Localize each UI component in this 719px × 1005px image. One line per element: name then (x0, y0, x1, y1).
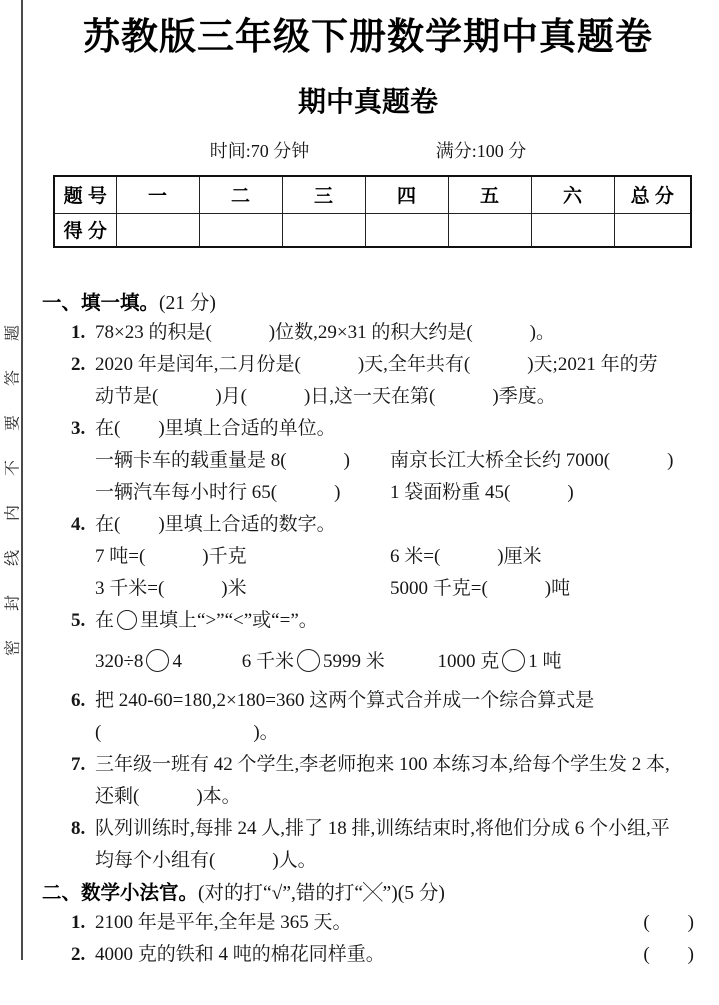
question-4-item-meters: 6 米=( )厘米 (390, 546, 542, 567)
question-2-line-1: 2020 年是闰年,二月份是( )天,全年共有( )天;2021 年的劳 (95, 354, 658, 375)
score-blank-cell (199, 213, 282, 247)
question-8-number: 8. (71, 818, 86, 839)
judge-item-2-number: 2. (71, 944, 86, 965)
question-2-line-2: 动节是( )月( )日,这一天在第( )季度。 (95, 386, 556, 407)
exam-meta (42, 140, 694, 162)
question-5-item-3-left: 1000 克 (437, 651, 500, 672)
question-5-text-post: 里填上“>”“<”或“=”。 (140, 610, 318, 631)
question-7 (42, 749, 694, 813)
question-5-items (42, 642, 694, 682)
question-6-number: 6. (71, 690, 86, 711)
question-4-text: 在( )里填上合适的数字。 (95, 514, 336, 535)
judge-item-1-number: 1. (71, 912, 86, 933)
exam-subtitle: 期中真题卷 (297, 86, 438, 117)
judge-item-1 (42, 907, 694, 939)
exam-content (42, 14, 694, 971)
question-6-line-2: ( )。 (95, 722, 279, 743)
score-blank-cell (365, 213, 448, 247)
score-table-score-row (54, 213, 691, 247)
question-5-item-1-right: 4 (172, 651, 182, 672)
question-3-row-2 (42, 477, 694, 509)
score-table-cell-1: 一 (116, 176, 199, 213)
question-6-line-1: 把 240-60=180,2×180=360 这两个算式合并成一个综合算式是 (95, 690, 595, 711)
score-blank-cell (531, 213, 614, 247)
question-1 (42, 317, 694, 349)
question-4 (42, 509, 694, 541)
question-1-number: 1. (71, 322, 86, 343)
judge-item-2 (42, 939, 694, 971)
score-table-cell-total: 总 分 (614, 176, 691, 213)
score-table-cell-4: 四 (365, 176, 448, 213)
judge-item-1-text: 2100 年是平年,全年是 365 天。 (95, 912, 352, 933)
score-blank-cell (282, 213, 365, 247)
section-1-header (42, 290, 694, 317)
question-3-number: 3. (71, 418, 86, 439)
judge-item-2-text: 4000 克的铁和 4 吨的棉花同样重。 (95, 944, 385, 965)
question-4-item-km: 3 千米=( )米 (95, 578, 247, 599)
score-blank-cell (448, 213, 531, 247)
question-1-text: 78×23 的积是( )位数,29×31 的积大约是( )。 (95, 322, 555, 343)
full-score-label: 满分:100 分 (435, 141, 527, 161)
question-4-number: 4. (71, 514, 86, 535)
question-5 (42, 605, 694, 637)
question-5-item-2 (242, 642, 433, 682)
score-blank-cell (614, 213, 691, 247)
question-8-line-2: 均每个小组有( )人。 (95, 850, 317, 871)
judge-item-1-answer-blank: ( ) (643, 912, 694, 933)
question-3-item-truck: 一辆卡车的载重量是 8( ) (95, 450, 350, 471)
section-2-header (42, 880, 694, 907)
score-table-cell-5: 五 (448, 176, 531, 213)
question-2-number: 2. (71, 354, 86, 375)
question-5-number: 5. (71, 610, 86, 631)
question-3-item-car: 一辆汽车每小时行 65( ) (95, 482, 341, 503)
question-7-line-2: 还剩( )本。 (95, 786, 241, 807)
question-5-item-2-right: 5999 米 (323, 651, 385, 672)
score-table-cell-3: 三 (282, 176, 365, 213)
question-3-row-1 (42, 445, 694, 477)
blank-circle-icon (146, 649, 169, 672)
question-3-item-bridge: 南京长江大桥全长约 7000( ) (390, 450, 674, 471)
section-1-title: 一、填一填。 (42, 292, 160, 314)
blank-circle-icon (117, 610, 137, 630)
time-label: 时间:70 分钟 (209, 141, 310, 161)
score-row-label: 得 分 (54, 213, 116, 247)
question-2 (42, 349, 694, 413)
question-3-item-flour: 1 袋面粉重 45( ) (390, 482, 574, 503)
judge-item-1-text-wrap (42, 907, 352, 939)
blank-circle-icon (297, 649, 320, 672)
question-5-item-2-left: 6 千米 (241, 651, 295, 672)
score-table-cell-question-no: 题 号 (54, 176, 116, 213)
question-6 (42, 685, 694, 749)
question-5-item-3 (438, 642, 562, 682)
seal-text-vertical: 密封线内不要答题 (4, 295, 22, 657)
judge-item-2-text-wrap (42, 939, 385, 971)
page-title: 苏教版三年级下册数学期中真题卷 (83, 16, 653, 57)
question-5-item-1-left: 320÷8 (95, 651, 144, 672)
question-3 (42, 413, 694, 445)
question-4-item-tons: 7 吨=( )千克 (95, 546, 247, 567)
score-table (53, 175, 692, 248)
question-8 (42, 813, 694, 877)
section-2-note: (对的打“√”,错的打“╳”)(5 分) (198, 883, 445, 904)
score-table-cell-6: 六 (531, 176, 614, 213)
section-1-points: (21 分) (159, 293, 216, 314)
question-7-number: 7. (71, 754, 86, 775)
question-4-row-2 (42, 573, 694, 605)
score-table-cell-2: 二 (199, 176, 282, 213)
question-4-row-1 (42, 541, 694, 573)
question-5-item-1 (95, 642, 237, 682)
judge-item-2-answer-blank: ( ) (643, 944, 694, 965)
score-blank-cell (116, 213, 199, 247)
section-2-title: 二、数学小法官。 (42, 882, 199, 904)
question-4-item-kg: 5000 千克=( )吨 (390, 578, 571, 599)
question-5-text-pre: 在 (95, 610, 115, 631)
question-5-item-3-right: 1 吨 (528, 651, 562, 672)
question-8-line-1: 队列训练时,每排 24 人,排了 18 排,训练结束时,将他们分成 6 个小组,平 (95, 818, 670, 839)
question-7-line-1: 三年级一班有 42 个学生,李老师抱来 100 本练习本,给每个学生发 2 本, (95, 754, 670, 775)
blank-circle-icon (502, 649, 525, 672)
score-table-header-row (54, 176, 691, 213)
question-3-text: 在( )里填上合适的单位。 (95, 418, 336, 439)
